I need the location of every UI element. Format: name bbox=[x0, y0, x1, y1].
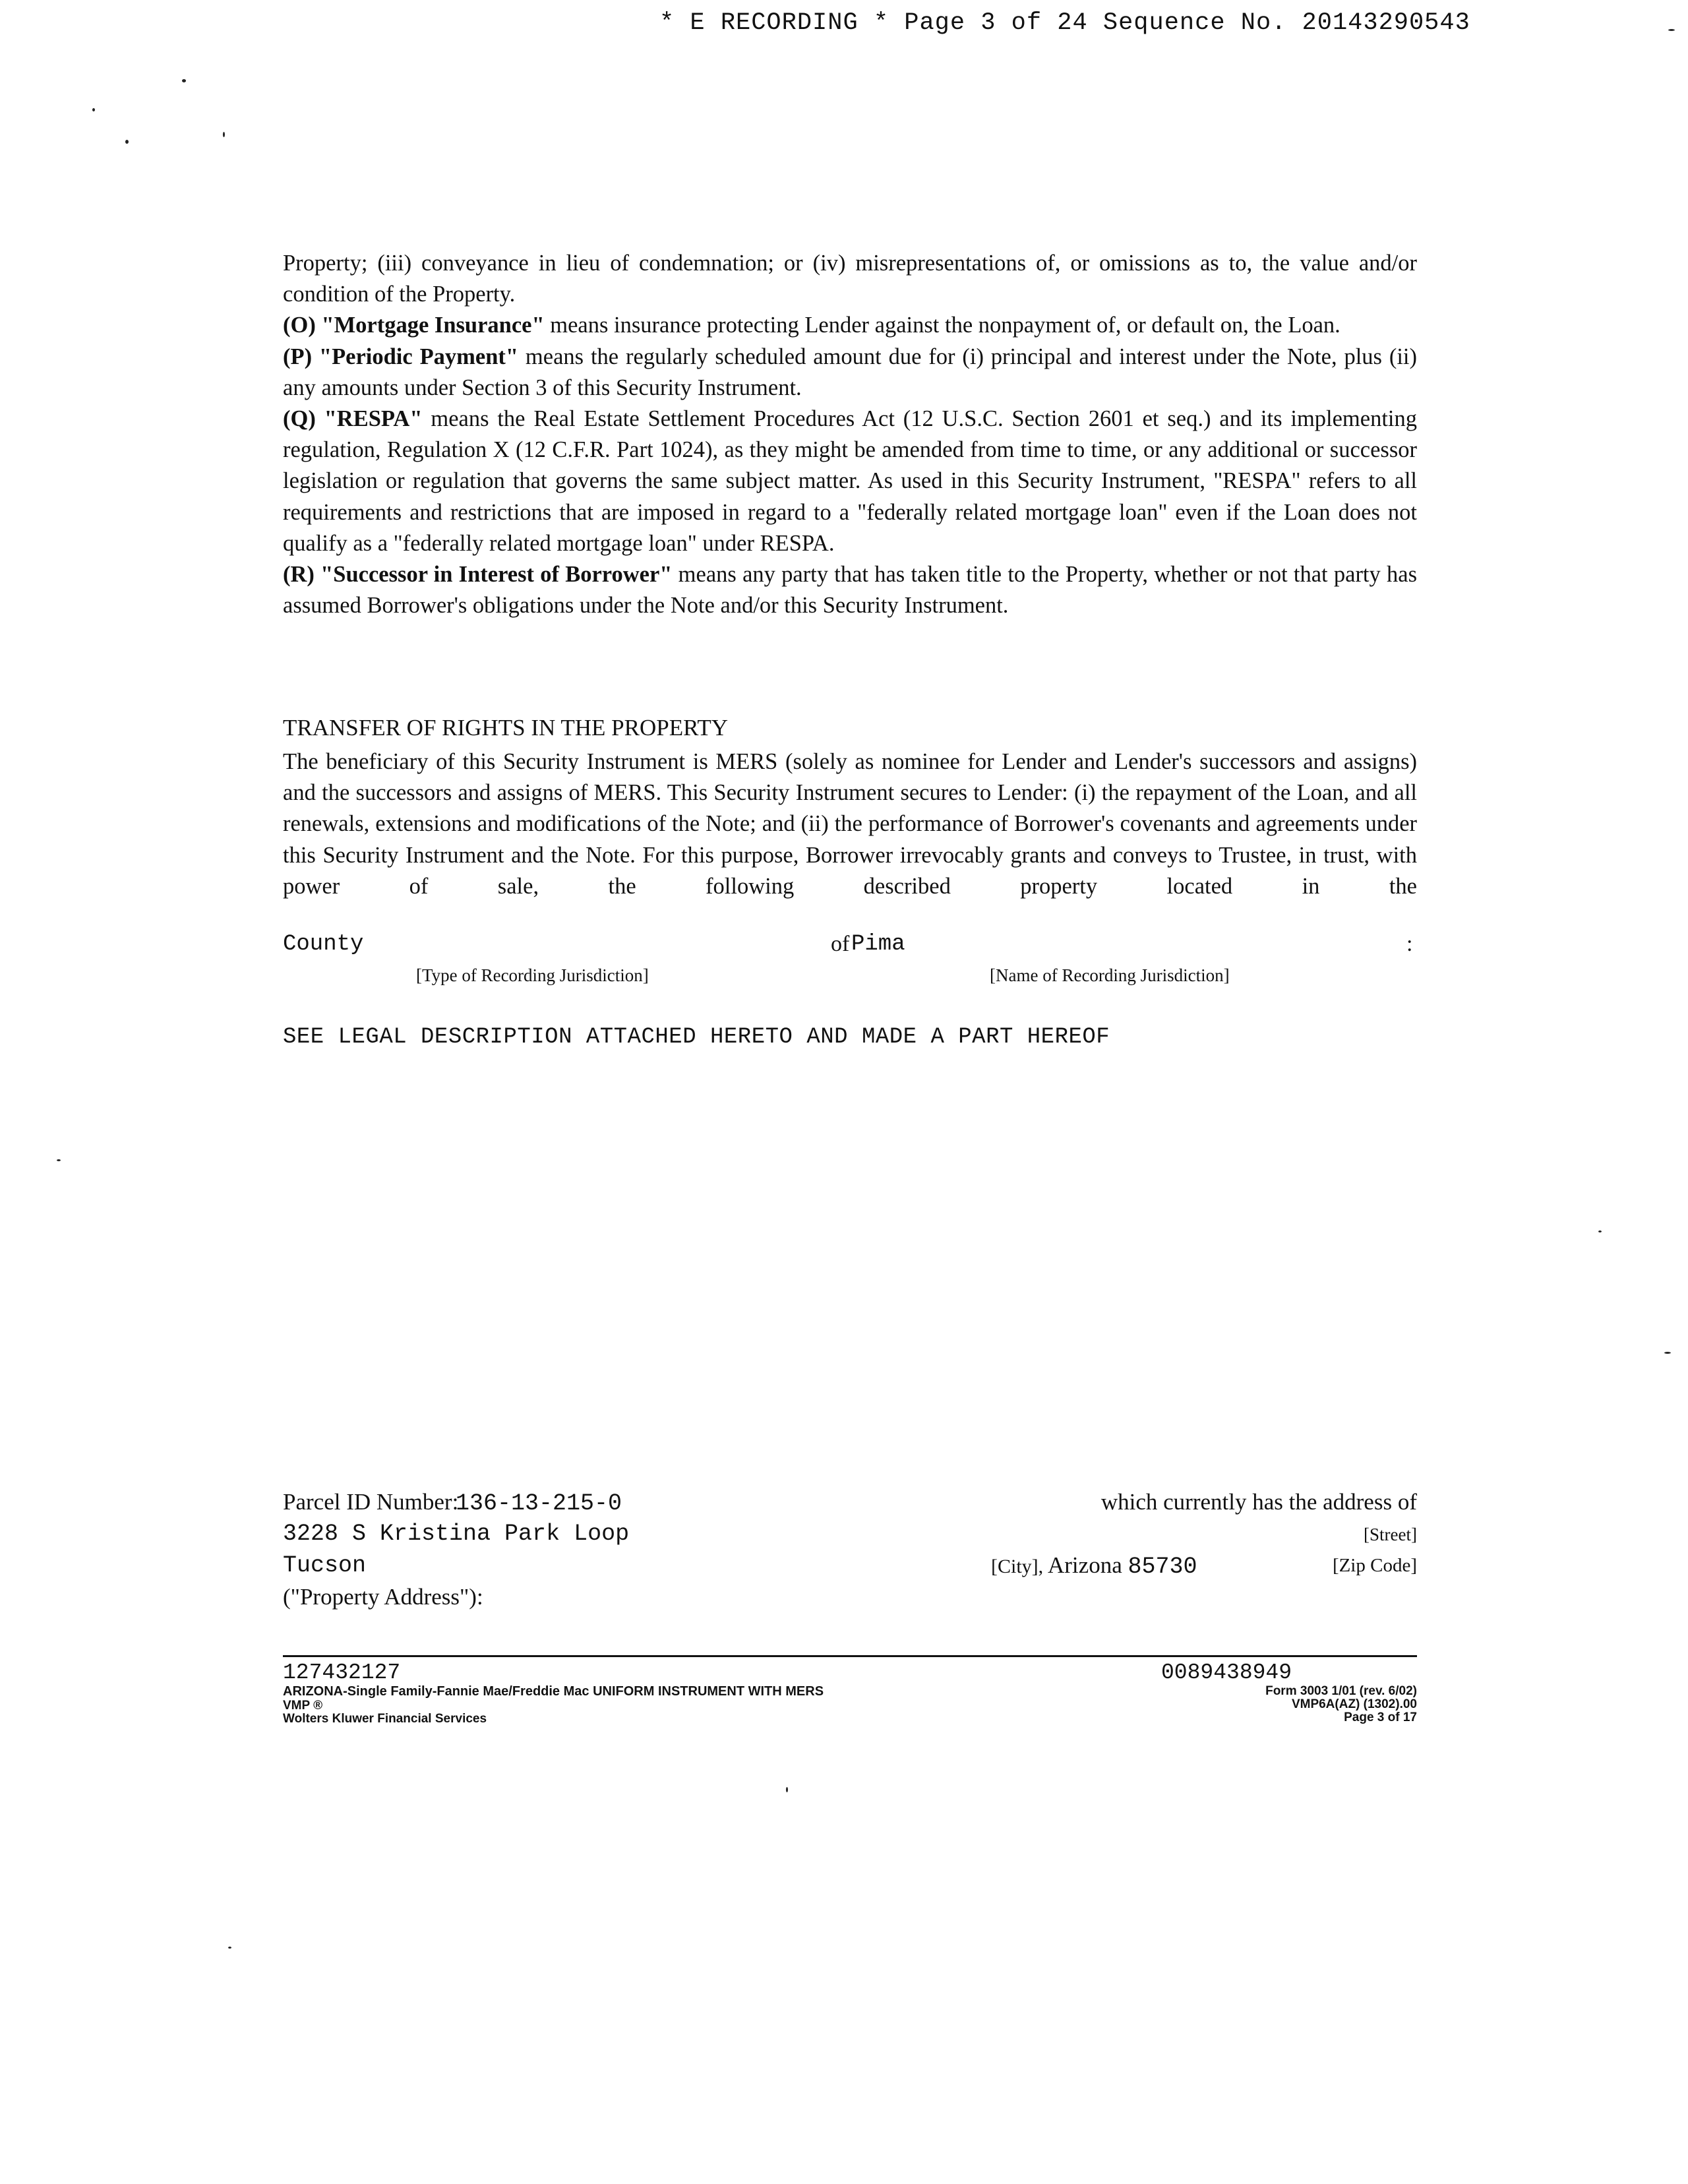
form-code: VMP6A(AZ) (1302).00 bbox=[1291, 1697, 1417, 1711]
parcel-number: 136-13-215-0 bbox=[456, 1490, 622, 1517]
definition-respa bbox=[283, 404, 1417, 559]
scan-speck bbox=[92, 108, 95, 111]
definition-mortgage-insurance bbox=[283, 310, 1417, 341]
text-respa: means the Real Estate Settlement Procedures Act (12 U.S.C. Section 2601 et seq.) and its implementing regulation, Regulation X (12 C.F.R. Part 1024), as they might be amended from time to time, or any additional or successor legislation or regulation that governs the same subject matter. As used in this Security Instrument, "RESPA" refers to all requirements and restrictions that are imposed in regard to a "federally related mortgage loan" even if the Loan does not qualify as a "federally related mortgage loan" under RESPA. bbox=[283, 406, 1417, 556]
document-number: 0089438949 bbox=[1161, 1660, 1292, 1685]
scan-speck bbox=[1668, 29, 1675, 31]
jurisdiction-colon: : bbox=[1406, 932, 1413, 956]
footer bbox=[283, 1660, 1417, 1740]
scan-speck bbox=[182, 79, 186, 82]
transfer-heading: TRANSFER OF RIGHTS IN THE PROPERTY bbox=[283, 715, 728, 741]
term-successor: (R) "Successor in Interest of Borrower" bbox=[283, 562, 673, 588]
of-label: of bbox=[831, 932, 850, 956]
street: 3228 S Kristina Park Loop bbox=[283, 1521, 630, 1547]
term-respa: (Q) "RESPA" bbox=[283, 406, 423, 432]
property-continuation: Property; (iii) conveyance in lieu of condemnation; or (iv) misrepresentations of, or omissions as to, the value and/or condition of the Property. bbox=[283, 251, 1417, 307]
vmp-mark: VMP ® bbox=[283, 1699, 323, 1713]
zip: 85730 bbox=[1128, 1554, 1197, 1580]
loan-number: 127432127 bbox=[283, 1660, 401, 1685]
text-successor: means any party that has taken title to the Property, whether or not that party has assumed Borrower's obligations under the Note and/or this Security Instrument. bbox=[283, 562, 1418, 619]
term-periodic-payment: (P) "Periodic Payment" bbox=[283, 344, 519, 369]
jurisdiction-captions bbox=[283, 965, 1417, 989]
definition-periodic-payment bbox=[283, 342, 1417, 404]
term-mortgage-insurance: (O) "Mortgage Insurance" bbox=[283, 313, 545, 338]
jurisdiction-name: Pima bbox=[851, 932, 905, 957]
scan-speck bbox=[223, 132, 225, 137]
scan-speck bbox=[1664, 1352, 1671, 1354]
property-address-label: ("Property Address"): bbox=[283, 1584, 483, 1610]
footer-rule bbox=[283, 1655, 1417, 1657]
legal-description: SEE LEGAL DESCRIPTION ATTACHED HERETO AND MADE A PART HEREOF bbox=[283, 1025, 1110, 1050]
definition-successor bbox=[283, 559, 1417, 621]
city: Tucson bbox=[283, 1552, 367, 1579]
jurisdiction-type: County bbox=[283, 932, 364, 957]
scan-speck bbox=[125, 140, 129, 144]
page-number: Page 3 of 17 bbox=[1344, 1711, 1417, 1724]
scan-speck bbox=[228, 1947, 231, 1949]
state: Arizona bbox=[1048, 1552, 1122, 1578]
scan-speck bbox=[786, 1787, 788, 1792]
scan-speck bbox=[1598, 1230, 1602, 1232]
jurisdiction-row bbox=[283, 932, 1417, 963]
address-intro: which currently has the address of bbox=[1100, 1489, 1417, 1515]
street-caption: [Street] bbox=[1364, 1525, 1417, 1544]
definitions-section bbox=[283, 248, 1417, 621]
type-caption: [Type of Recording Jurisdiction] bbox=[416, 965, 649, 985]
property-address-block bbox=[283, 1489, 1417, 1621]
city-caption-row bbox=[991, 1552, 1197, 1580]
scan-speck bbox=[57, 1159, 61, 1161]
parcel-label: Parcel ID Number: bbox=[283, 1489, 459, 1515]
recording-header: * E RECORDING * Page 3 of 24 Sequence No. 20143290543 bbox=[659, 9, 1470, 37]
publisher: Wolters Kluwer Financial Services bbox=[283, 1712, 487, 1726]
transfer-paragraph: The beneficiary of this Security Instrument is MERS (solely as nominee for Lender and Lender's successors and assigns) and the successors and assigns of MERS. This Security Instrument secures to Lender: (i) the repayment of the Loan, and all renewals, extensions and modifications of the Note; and (ii) the performance of Borrower's covenants and agreements under this Security Instrument and the Note. For this purpose, Borrower irrevocably grants and conveys to Trustee, in trust, with power of sale, the following described property located in the bbox=[283, 749, 1417, 899]
text-mortgage-insurance: means insurance protecting Lender against the nonpayment of, or default on, the Loan. bbox=[544, 313, 1341, 338]
form-number: Form 3003 1/01 (rev. 6/02) bbox=[1265, 1684, 1417, 1698]
text-periodic-payment: means the regularly scheduled amount due for (i) principal and interest under the Note, plus (ii) any amounts under Section 3 of this Security Instrument. bbox=[283, 344, 1417, 400]
name-caption: [Name of Recording Jurisdiction] bbox=[990, 965, 1230, 985]
form-title: ARIZONA-Single Family-Fannie Mae/Freddie Mac UNIFORM INSTRUMENT WITH MERS bbox=[283, 1684, 824, 1699]
zip-caption: [Zip Code] bbox=[1332, 1555, 1417, 1576]
city-caption: [City], bbox=[991, 1556, 1044, 1577]
